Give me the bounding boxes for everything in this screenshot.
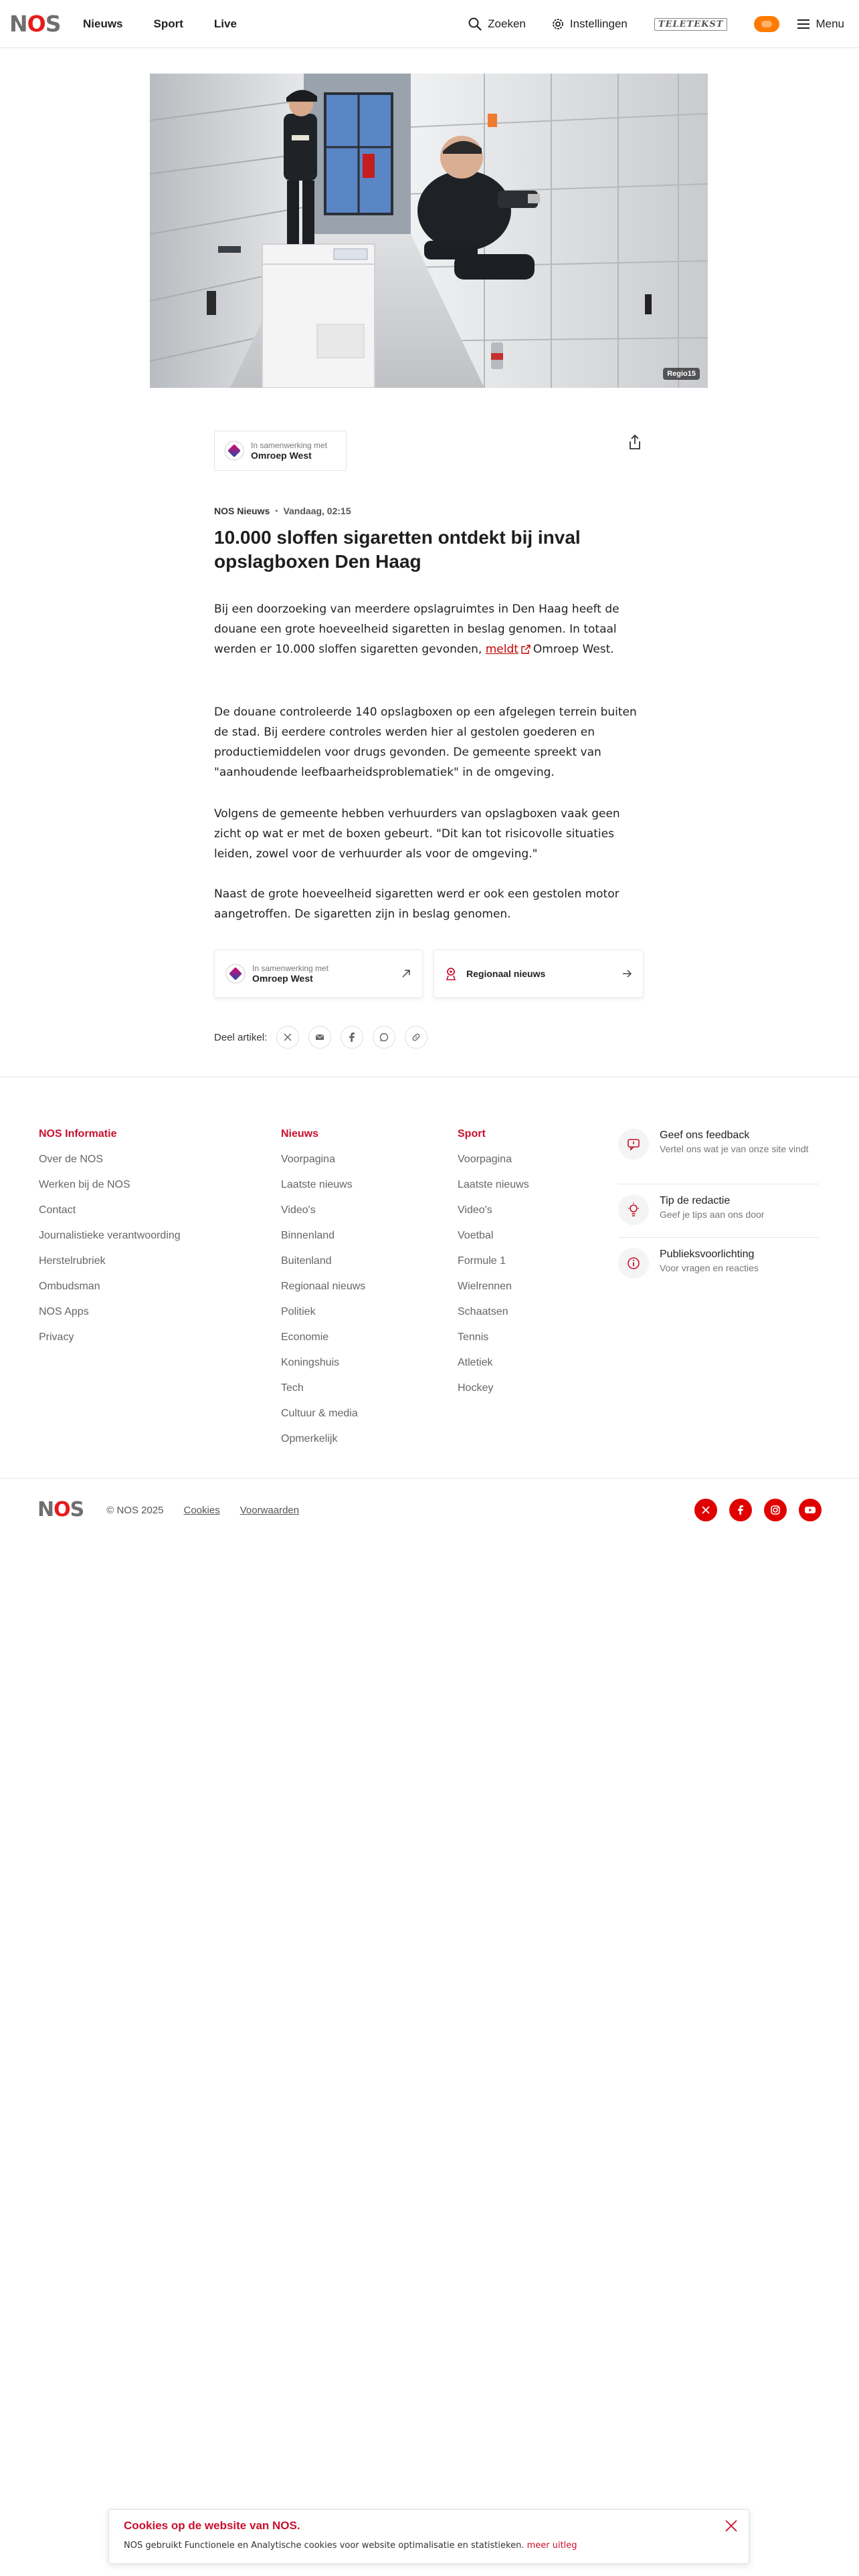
cookie-more-link[interactable]: meer uitleg [527,2541,577,2551]
article-paragraph-3: Volgens de gemeente hebben verhuurders van opslagboxen vaak geen zicht op wat er met de boxen gebeurt. "Dit kan tot risicovolle situaties leiden, zowel voor de verhuurder als voor de omgeving." [214,807,620,861]
footer-news-link[interactable]: Laatste nieuws [281,1179,353,1190]
youtube-icon [804,1505,816,1515]
social-instagram-button[interactable] [764,1499,787,1521]
partner-badge[interactable] [214,431,347,471]
cookie-title: Cookies op de website van NOS. [124,2519,300,2532]
share-facebook-button[interactable] [341,1026,363,1049]
nav-sport[interactable]: Sport [153,17,183,30]
logo-letter-n: N [37,1498,54,1521]
cookie-banner [108,2509,749,2564]
header-actions [468,0,844,48]
footer-heading-sport: Sport [458,1128,486,1140]
feedback-icon-wrap [618,1129,649,1160]
cookie-text [124,2541,577,2551]
settings-button[interactable] [551,17,628,31]
arrow-up-right-icon [401,968,411,979]
nav-nieuws[interactable]: Nieuws [83,17,123,30]
footer-news-link[interactable]: Voorpagina [281,1154,335,1165]
footer-link-verantwoording[interactable]: Journalistieke verantwoording [39,1230,181,1241]
feedback-link[interactable] [618,1129,819,1160]
menu-button[interactable] [797,17,844,31]
info-icon [627,1257,640,1270]
main-nav [83,0,268,48]
regional-news-label: Regionaal nieuws [466,968,546,979]
npo-logo[interactable] [754,16,779,32]
footer-col-sport [458,1128,529,1407]
tip-title: Tip de redactie [660,1195,731,1206]
nos-logo[interactable] [9,12,60,36]
info-title: Publieksvoorlichting [660,1249,755,1260]
arrow-right-icon [622,968,632,979]
regional-news-card[interactable] [434,950,644,998]
footer-news-link[interactable]: Binnenland [281,1230,335,1241]
tip-link[interactable] [618,1194,819,1225]
hero-image [150,74,708,388]
article-date: Vandaag, 02:15 [283,506,351,516]
footer-link-ombudsman[interactable]: Ombudsman [39,1281,100,1292]
menu-label: Menu [816,17,844,30]
footer-news-link[interactable]: Economie [281,1331,329,1343]
logo-letter-o: O [27,11,45,37]
hamburger-icon [797,19,810,29]
top-navigation-bar [0,0,859,48]
nav-live[interactable]: Live [213,17,237,30]
link-icon [411,1033,421,1042]
footer-news-link[interactable]: Video's [281,1204,316,1216]
footer-link-apps[interactable]: NOS Apps [39,1306,89,1317]
footer-sport-link[interactable]: Formule 1 [458,1255,506,1267]
copyright: © NOS 2025 [106,1504,164,1516]
footer-news-link[interactable]: Tech [281,1382,304,1394]
footer-sport-link[interactable]: Tennis [458,1331,489,1343]
footer-news-link[interactable]: Politiek [281,1306,316,1317]
lightbulb-icon [627,1202,640,1217]
footer-sport-link[interactable]: Schaatsen [458,1306,508,1317]
share-icon[interactable] [626,433,644,451]
article-paragraph-1 [214,599,644,659]
cookies-link[interactable]: Cookies [183,1504,220,1516]
facebook-icon [737,1505,744,1515]
partner-name: Omroep West [251,449,312,461]
close-icon[interactable] [723,2518,739,2534]
article-paragraph-4: Naast de grote hoeveelheid sigaretten werd er ook een gestolen motor aangetroffen. De sigaretten zijn in beslag genomen. [214,887,619,921]
footer-bottom-divider [0,1478,859,1479]
photo-credit: Regio15 [663,368,700,380]
teletekst-logo[interactable]: TELETEKST [654,18,728,31]
tip-item [618,1194,819,1225]
feedback-sub: Vertel ons wat je van onze site vindt [660,1144,809,1154]
mail-icon [315,1033,324,1041]
footer-col-news [281,1128,365,1458]
omroep-west-icon [224,441,244,461]
share-label: Deel artikel: [214,1031,268,1043]
footer-sport-link[interactable]: Video's [458,1204,492,1216]
cookie-description: NOS gebruikt Functionele en Analytische cookies voor website optimalisatie en statistieken. [124,2541,524,2551]
footer-heading-info: NOS Informatie [39,1128,117,1140]
footer-link-privacy[interactable]: Privacy [39,1331,74,1343]
article-meta [214,506,351,516]
x-icon [701,1505,710,1515]
info-sub: Voor vragen en reacties [660,1263,759,1273]
logo-letter-s: S [70,1498,84,1521]
footer-link-contact[interactable]: Contact [39,1204,76,1216]
footer-news-link[interactable]: Koningshuis [281,1357,340,1368]
omroep-west-icon [225,964,246,984]
meta-separator: • [275,506,278,516]
footer-news-link[interactable]: Opmerkelijk [281,1433,338,1444]
partner-card-name: Omroep West [252,972,313,984]
search-label: Zoeken [488,17,526,30]
article-title: 10.000 sloffen sigaretten ontdekt bij inval opslagboxen Den Haag [214,527,581,572]
footer-sport-link[interactable]: Hockey [458,1382,494,1394]
share-link-button[interactable] [405,1026,427,1049]
social-facebook-button[interactable] [729,1499,752,1521]
search-icon [468,17,482,31]
article-paragraph-2: De douane controleerde 140 opslagboxen op een afgelegen terrein buiten de stad. Bij eerdere controles werden hier al gestolen goederen en productiemiddelen voor drugs gevonden. De gemeente spreekt van "aanhoudende leefbaarheidsproblematiek" in de omgeving. [214,706,637,779]
footer-side-divider [618,1237,819,1238]
whatsapp-icon [379,1033,389,1042]
footer-heading-news: Nieuws [281,1128,319,1140]
footer-link-herstelrubriek[interactable]: Herstelrubriek [39,1255,106,1267]
partner-card-caption: In samenwerking met [252,963,329,973]
location-pin-icon [445,967,457,980]
footer-link-over[interactable]: Over de NOS [39,1154,104,1165]
feedback-title: Geef ons feedback [660,1130,750,1141]
partner-caption: In samenwerking met [251,440,328,450]
footer-news-link[interactable]: Regionaal nieuws [281,1281,366,1292]
footer-link-werken[interactable]: Werken bij de NOS [39,1179,130,1190]
tip-sub: Geef je tips aan ons door [660,1209,765,1220]
logo-letter-n: N [9,11,27,37]
footer-news-link[interactable]: Buitenland [281,1255,332,1267]
share-x-button[interactable] [276,1026,299,1049]
gear-icon [551,17,565,31]
footer-news-link[interactable]: Cultuur & media [281,1408,358,1419]
hero-photo-illustration [150,74,708,388]
feedback-icon [627,1138,640,1151]
x-icon [283,1033,292,1042]
share-mail-button[interactable] [308,1026,331,1049]
footer-sport-link[interactable]: Atletiek [458,1357,493,1368]
instagram-icon [770,1505,781,1515]
paragraph-1-tail: Omroep West. [533,643,614,656]
footer-sport-link[interactable]: Wielrennen [458,1281,512,1292]
facebook-icon [349,1033,355,1042]
info-item [618,1248,819,1279]
footer-nos-logo[interactable] [37,1498,84,1522]
footer-bottom-bar [37,1497,822,1523]
logo-letter-o: O [54,1498,70,1521]
social-youtube-button[interactable] [799,1499,822,1521]
footer-sport-link[interactable]: Voetbal [458,1230,494,1241]
info-icon-wrap [618,1248,649,1279]
paragraph-1-text: Bij een doorzoeking van meerdere opslagruimtes in Den Haag heeft de douane een grote hoeveelheid sigaretten in beslag genomen. In totaal werden er 10.000 sloffen sigaretten gevonden, [214,603,619,656]
footer-sport-link[interactable]: Laatste nieuws [458,1179,529,1190]
info-link[interactable] [618,1248,819,1279]
search-button[interactable] [468,17,526,31]
partner-card[interactable] [214,950,423,998]
footer-sport-link[interactable]: Voorpagina [458,1154,512,1165]
settings-label: Instellingen [569,17,628,30]
external-link-icon [521,645,531,654]
article-source: NOS Nieuws [214,506,270,516]
feedback-item [618,1129,819,1160]
terms-link[interactable]: Voorwaarden [240,1504,300,1516]
social-x-button[interactable] [694,1499,717,1521]
share-whatsapp-button[interactable] [373,1026,395,1049]
footer-col-info [39,1128,181,1356]
tip-icon-wrap [618,1194,649,1225]
social-links [682,1499,822,1521]
logo-letter-s: S [45,11,61,37]
share-row [214,1026,437,1049]
source-link[interactable]: meldt [485,643,518,656]
